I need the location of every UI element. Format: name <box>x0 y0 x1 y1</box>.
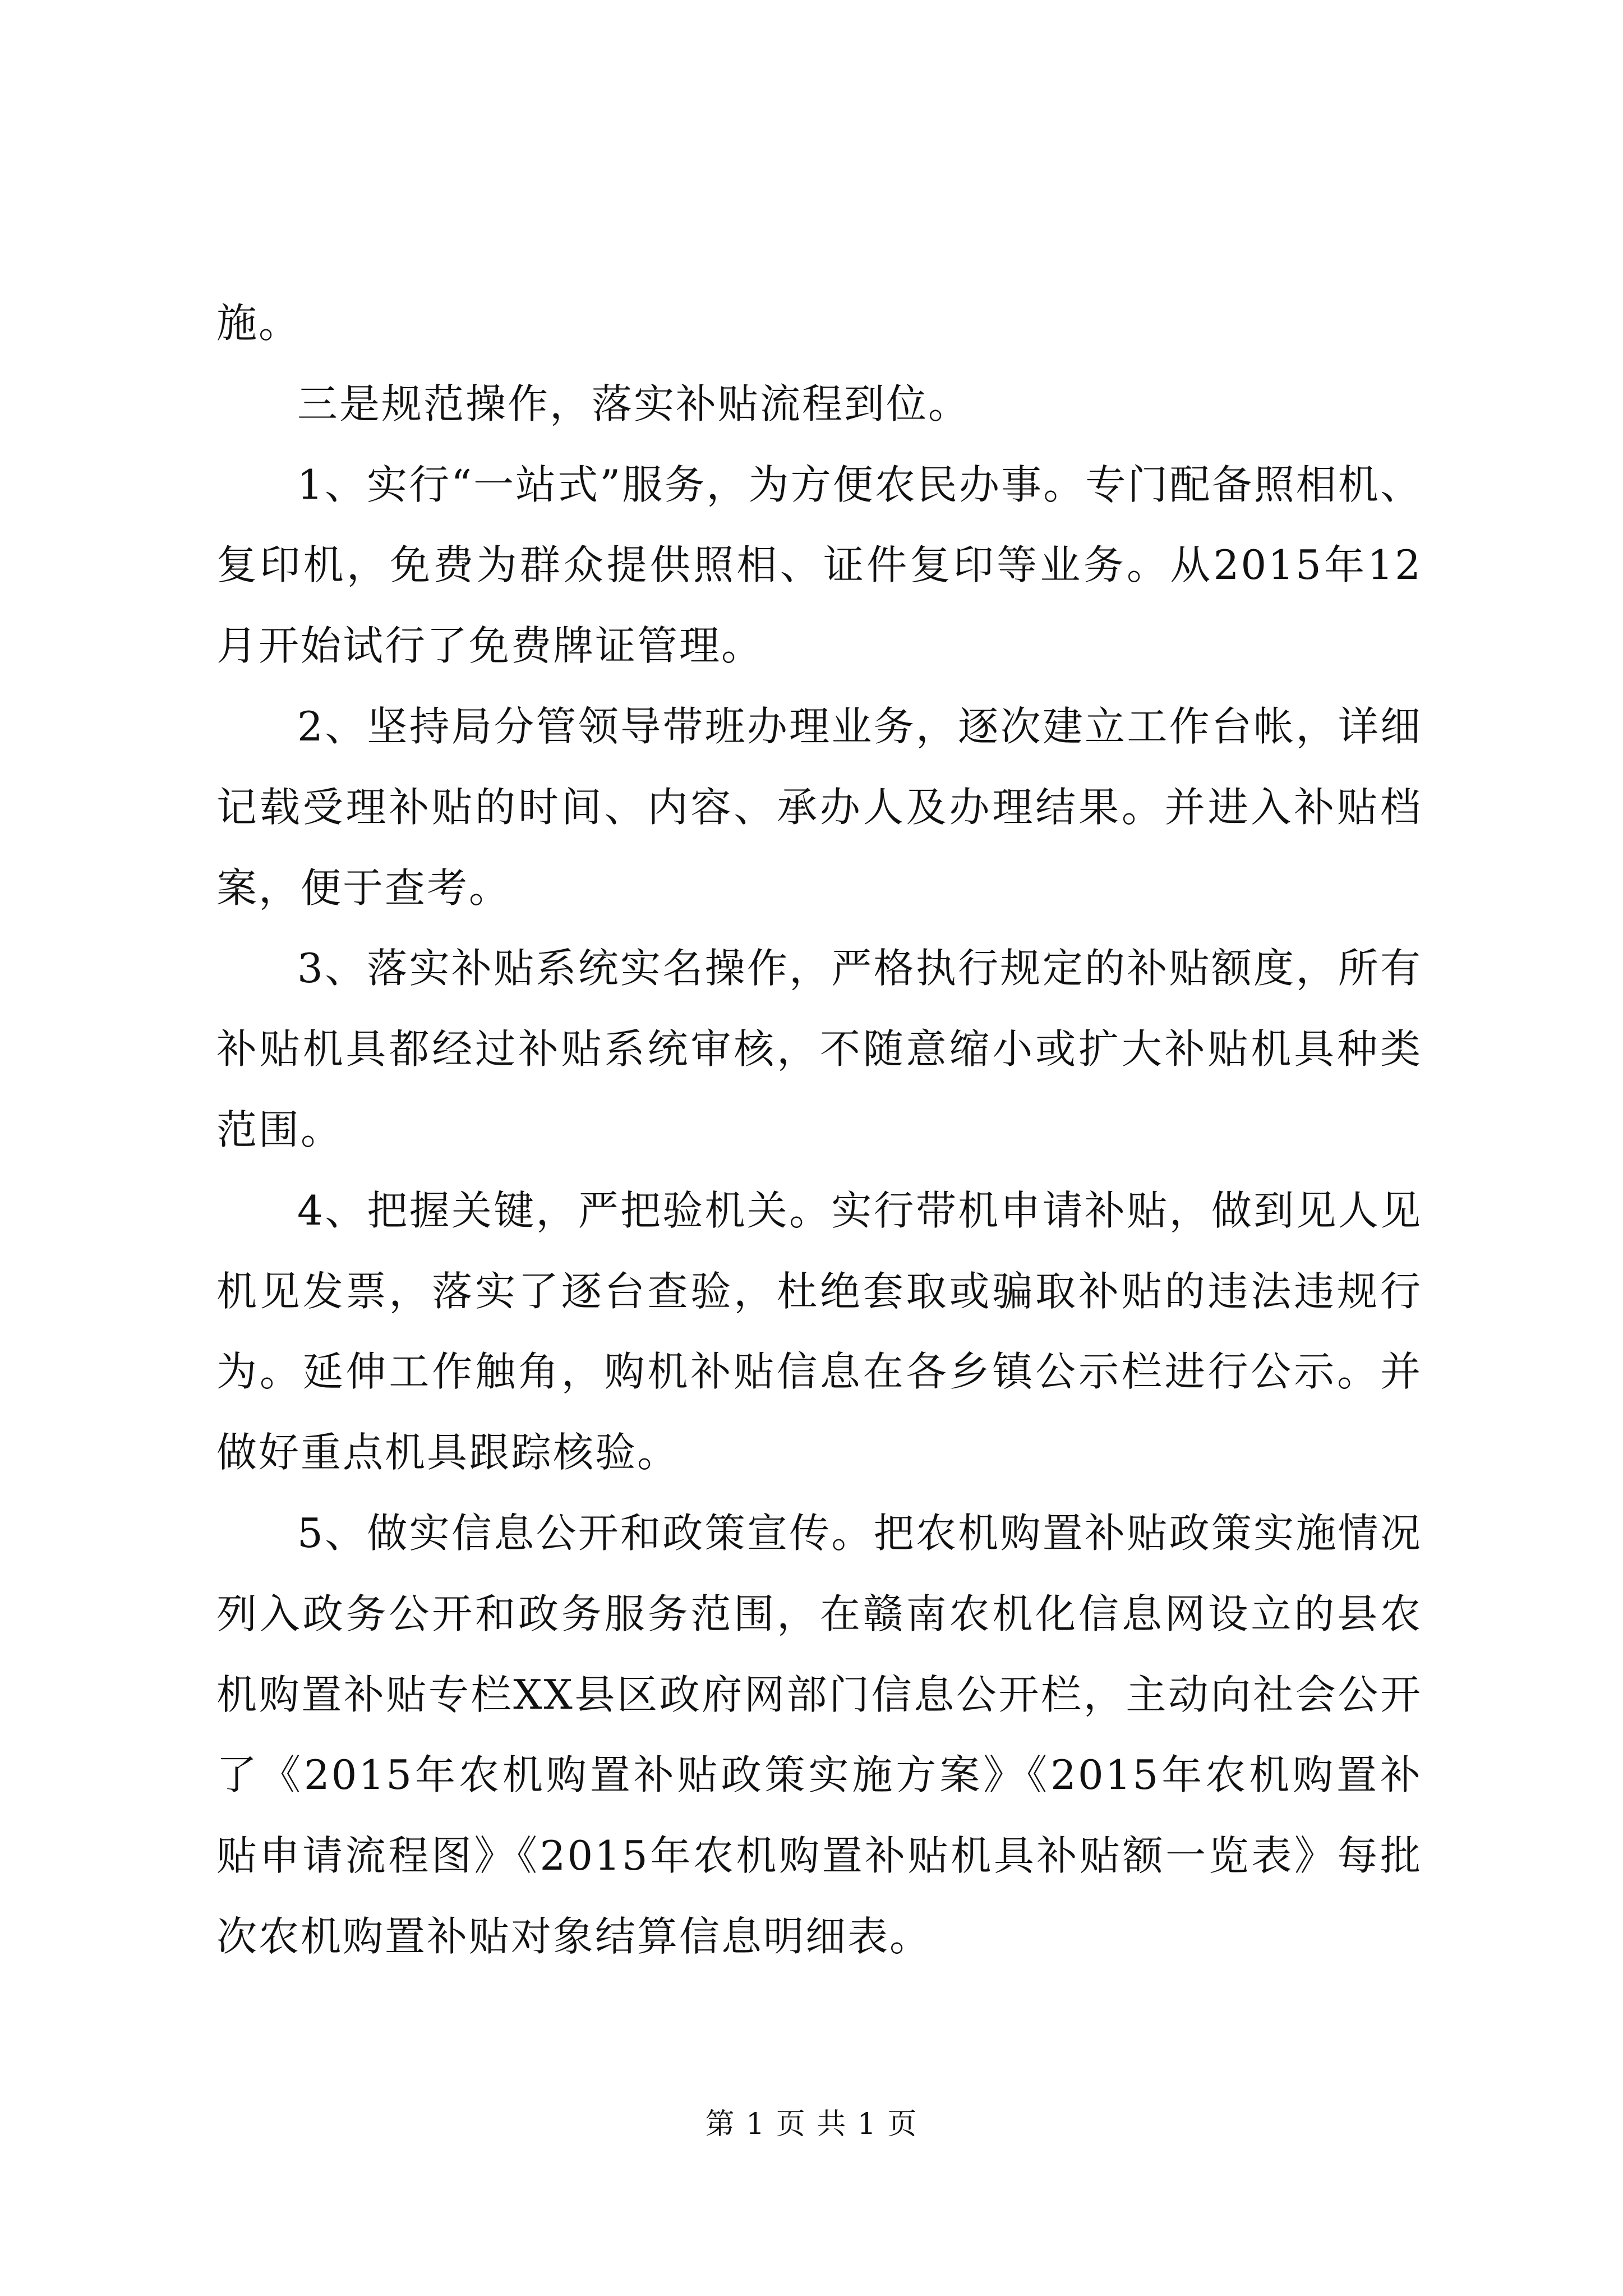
paragraph-continuation: 施。 <box>216 300 301 347</box>
document-body <box>216 283 1422 1977</box>
paragraph-item-4: 4、把握关键，严把验机关。实行带机申请补贴，做到见人见机见发票，落实了逐台查验，杜绝套取或骗取补贴的违法违规行为。延伸工作触角，购机补贴信息在各乡镇公示栏进行公示。并做好重点机具跟踪核验。 <box>216 1186 1422 1476</box>
page-number-label: 第 1 页 共 1 页 <box>705 2108 918 2141</box>
paragraph-item-2: 2、坚持局分管领导带班办理业务，逐次建立工作台帐，详细记载受理补贴的时间、内容、承办人及办理结果。并进入补贴档案，便于查考。 <box>216 702 1422 912</box>
paragraph-item-3: 3、落实补贴系统实名操作，严格执行规定的补贴额度，所有补贴机具都经过补贴系统审核，不随意缩小或扩大补贴机具种类范围。 <box>216 945 1422 1153</box>
paragraph-item-5: 5、做实信息公开和政策宣传。把农机购置补贴政策实施情况列入政务公开和政务服务范围，在赣南农机化信息网设立的县农机购置补贴专栏XX县区政府网部门信息公开栏，主动向社会公开了《2015年农机购置补贴政策实施方案》《2015年农机购置补贴申请流程图》《2015年农机购置补贴机具补贴额一览表》每批次农机购置补贴对象结算信息明细表。 <box>216 1509 1422 1960</box>
paragraph-item-1: 1、实行“一站式”服务，为方便农民办事。专门配备照相机、复印机，免费为群众提供照相、证件复印等业务。从2015年12月开始试行了免费牌证管理。 <box>216 461 1422 670</box>
paragraph-section-heading: 三是规范操作，落实补贴流程到位。 <box>297 380 971 427</box>
page-footer <box>0 2105 1623 2144</box>
